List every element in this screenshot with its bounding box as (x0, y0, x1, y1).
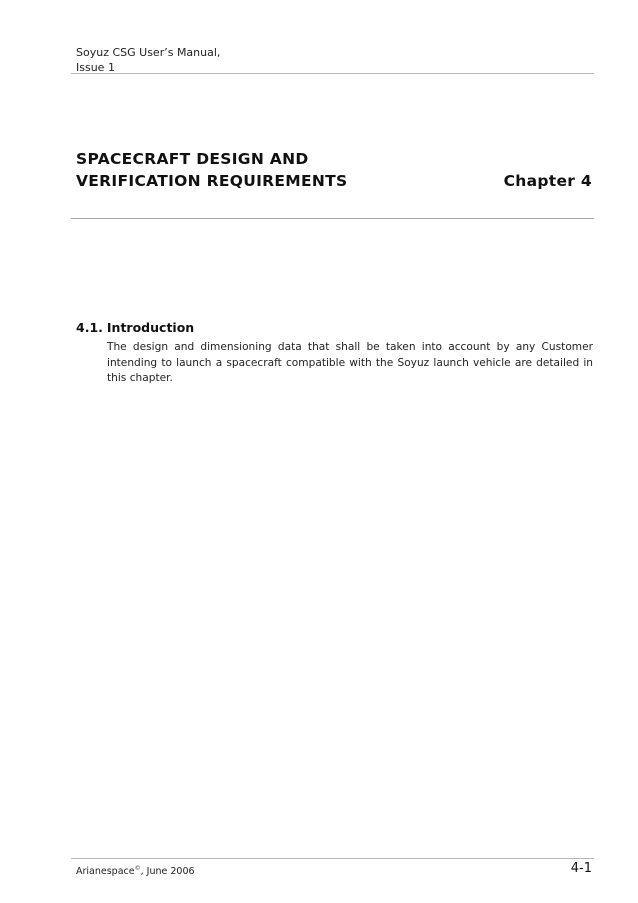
footer-divider (71, 858, 594, 859)
section-heading (76, 320, 194, 336)
footer-publisher-name: Arianespace (76, 866, 135, 877)
section-number: 4.1. (76, 320, 103, 335)
header-manual-title: Soyuz CSG User’s Manual, (76, 46, 221, 59)
header-divider (71, 73, 594, 74)
chapter-title-block (76, 148, 592, 194)
chapter-title-line-2: VERIFICATION REQUIREMENTS (76, 172, 348, 190)
header-issue: Issue 1 (76, 61, 115, 74)
footer-publisher (76, 865, 195, 879)
page-number: 4-1 (570, 861, 592, 876)
chapter-title (76, 148, 348, 192)
section-paragraph: The design and dimensioning data that shall be taken into account by any Customer intending to launch a spacecraft compatible with the Soyuz launch vehicle are detailed in this chapter. (107, 341, 593, 384)
chapter-title-line-1: SPACECRAFT DESIGN AND (76, 150, 309, 168)
footer-copyright-mark: © (134, 864, 141, 872)
running-header (76, 45, 220, 75)
chapter-number: Chapter 4 (503, 172, 592, 190)
section-title: Introduction (106, 320, 195, 335)
chapter-divider (71, 218, 594, 219)
footer-date: , June 2006 (140, 866, 195, 877)
